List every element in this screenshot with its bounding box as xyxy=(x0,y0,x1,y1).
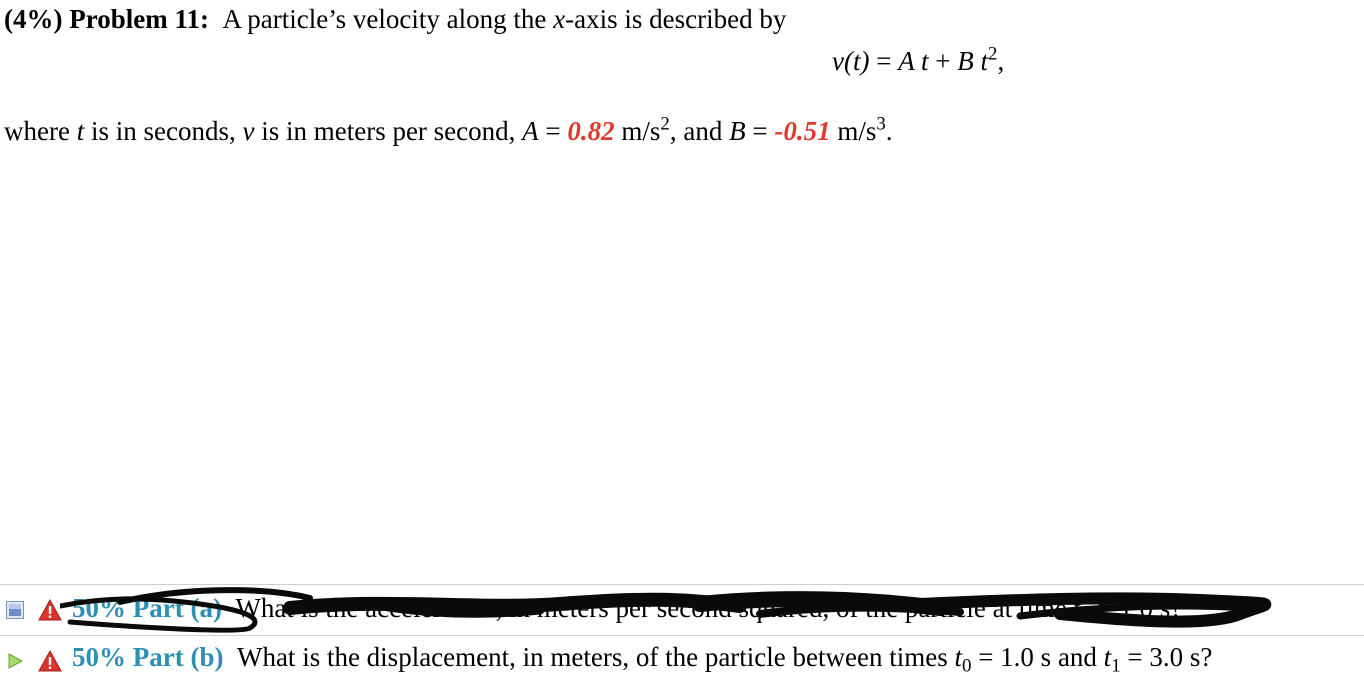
unit-B: m/s xyxy=(830,116,877,146)
part-b-question-2: = 1.0 s and xyxy=(971,642,1104,672)
equation-equals: = xyxy=(869,46,899,76)
part-b-t0-subscript: 0 xyxy=(962,655,972,677)
part-a-subscript: 0 xyxy=(1081,606,1091,628)
expand-triangle-icon[interactable] xyxy=(6,652,24,670)
warning-triangle-icon xyxy=(38,650,62,672)
marker-scribble xyxy=(60,584,1280,634)
equation-lhs: v(t) xyxy=(832,46,870,76)
axis-variable: x xyxy=(553,4,566,34)
part-b-row[interactable] xyxy=(0,636,1364,684)
warning-triangle-icon xyxy=(38,599,62,621)
equation-B: B xyxy=(957,46,974,76)
problem-intro: A particle’s velocity along the xyxy=(222,4,547,34)
problem-intro-end: -axis is described by xyxy=(565,4,787,34)
part-b-question-1: What is the displacement, in meters, of the particle between times xyxy=(236,642,955,672)
part-a-question: What is the acceleration, in meters per second squared, of the particle at time t xyxy=(235,593,1082,623)
unit-A-exponent: 2 xyxy=(660,113,670,135)
problem-weight: (4%) xyxy=(4,4,63,34)
collapse-box-icon[interactable] xyxy=(6,601,24,619)
given-v: v xyxy=(242,116,255,146)
velocity-equation xyxy=(832,43,1005,77)
part-b-text xyxy=(72,642,1213,677)
problem-header xyxy=(4,4,786,35)
part-b-label: Part (b) xyxy=(132,642,224,672)
value-A: 0.82 xyxy=(567,116,615,146)
value-B: -0.51 xyxy=(774,116,831,146)
equation-A: A xyxy=(898,46,915,76)
given-and: , and xyxy=(669,116,730,146)
equation-comma: , xyxy=(997,46,1005,76)
part-b-percent: 50% xyxy=(72,642,126,672)
part-b-t0: t xyxy=(954,642,962,672)
problem-label: Problem 11: xyxy=(69,4,209,34)
given-v-desc: is in meters per second, xyxy=(254,116,523,146)
given-values xyxy=(4,113,893,147)
unit-A: m/s xyxy=(614,116,661,146)
given-where: where xyxy=(4,116,77,146)
given-A: A xyxy=(522,116,539,146)
faint-watermark xyxy=(1060,508,1065,529)
part-a-percent: 50% xyxy=(72,593,126,623)
given-t: t xyxy=(76,116,85,146)
given-eq2: = xyxy=(745,116,775,146)
given-t-desc: is in seconds, xyxy=(84,116,243,146)
part-a-question-end: = 1.0 s? xyxy=(1090,593,1183,623)
unit-B-exponent: 3 xyxy=(876,113,886,135)
given-B: B xyxy=(729,116,746,146)
equation-plus: + xyxy=(928,46,958,76)
part-b-t1: t xyxy=(1103,642,1112,672)
given-eq1: = xyxy=(538,116,568,146)
given-period: . xyxy=(885,116,893,146)
part-b-t1-subscript: 1 xyxy=(1111,655,1121,677)
part-a-label: Part (a) xyxy=(132,593,222,623)
equation-exponent: 2 xyxy=(987,43,998,65)
part-b-question-3: = 3.0 s? xyxy=(1120,642,1213,672)
equation-t2: t xyxy=(973,46,988,76)
equation-t1: t xyxy=(914,46,929,76)
